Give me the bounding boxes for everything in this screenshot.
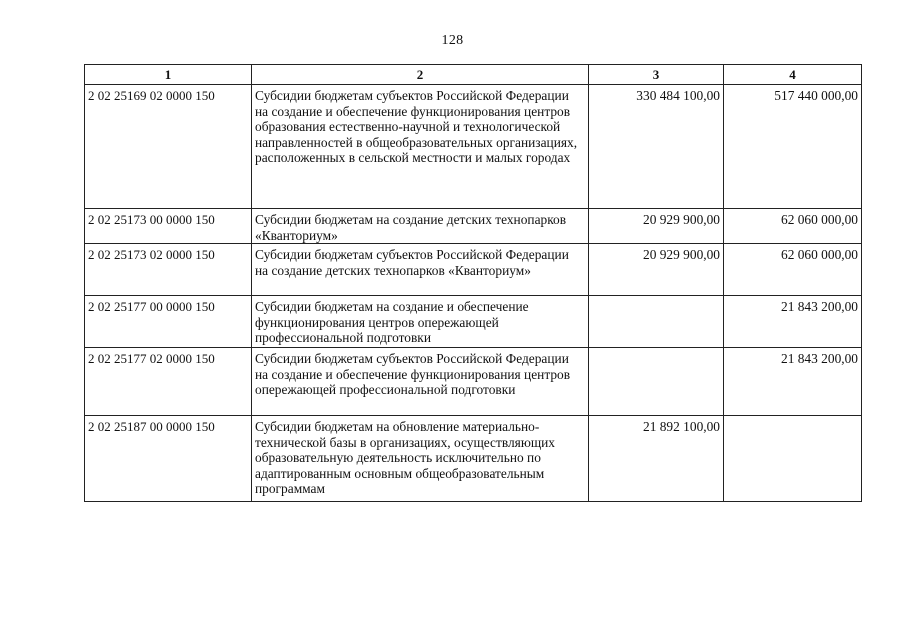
amount-col4-cell: 21 843 200,00	[724, 348, 862, 416]
budget-code-cell: 2 02 25169 02 0000 150	[85, 85, 252, 209]
table-row	[85, 296, 862, 348]
column-header-2: 2	[252, 65, 589, 85]
amount-col4-cell: 517 440 000,00	[724, 85, 862, 209]
amount-col3-cell: 20 929 900,00	[589, 244, 724, 296]
budget-code-cell: 2 02 25173 00 0000 150	[85, 209, 252, 244]
amount-col4-cell: 62 060 000,00	[724, 209, 862, 244]
amount-col3-cell: 20 929 900,00	[589, 209, 724, 244]
description-cell: Субсидии бюджетам субъектов Российской Федерации на создание и обеспечение функционирования центров опережающей профессиональной подготовки	[252, 348, 589, 416]
amount-col4-cell	[724, 416, 862, 502]
table-row	[85, 85, 862, 209]
table-header-row	[85, 65, 862, 85]
amount-col3-cell: 21 892 100,00	[589, 416, 724, 502]
table-row	[85, 244, 862, 296]
amount-col4-cell: 21 843 200,00	[724, 296, 862, 348]
page-number: 128	[441, 33, 464, 48]
budget-table	[84, 64, 862, 502]
column-header-4: 4	[724, 65, 862, 85]
description-cell: Субсидии бюджетам субъектов Российской Федерации на создание и обеспечение функционирования центров образования естественно-научной и технологической направленностей в общеобразовательных организациях, расположенных в сельской местности и малых городах	[252, 85, 589, 209]
amount-col3-cell: 330 484 100,00	[589, 85, 724, 209]
amount-col4-cell: 62 060 000,00	[724, 244, 862, 296]
budget-code-cell: 2 02 25173 02 0000 150	[85, 244, 252, 296]
amount-col3-cell	[589, 296, 724, 348]
table-row	[85, 348, 862, 416]
description-cell: Субсидии бюджетам на создание и обеспечение функционирования центров опережающей профессиональной подготовки	[252, 296, 589, 348]
description-cell: Субсидии бюджетам на обновление материально-технической базы в организациях, осуществляющих образовательную деятельность исключительно по адаптированным основным общеобразовательным программам	[252, 416, 589, 502]
table-row	[85, 209, 862, 244]
column-header-3: 3	[589, 65, 724, 85]
description-cell: Субсидии бюджетам субъектов Российской Федерации на создание детских технопарков «Кванториум»	[252, 244, 589, 296]
column-header-1: 1	[85, 65, 252, 85]
budget-code-cell: 2 02 25177 02 0000 150	[85, 348, 252, 416]
budget-code-cell: 2 02 25177 00 0000 150	[85, 296, 252, 348]
table-row	[85, 416, 862, 502]
amount-col3-cell	[589, 348, 724, 416]
budget-code-cell: 2 02 25187 00 0000 150	[85, 416, 252, 502]
description-cell: Субсидии бюджетам на создание детских технопарков «Кванториум»	[252, 209, 589, 244]
